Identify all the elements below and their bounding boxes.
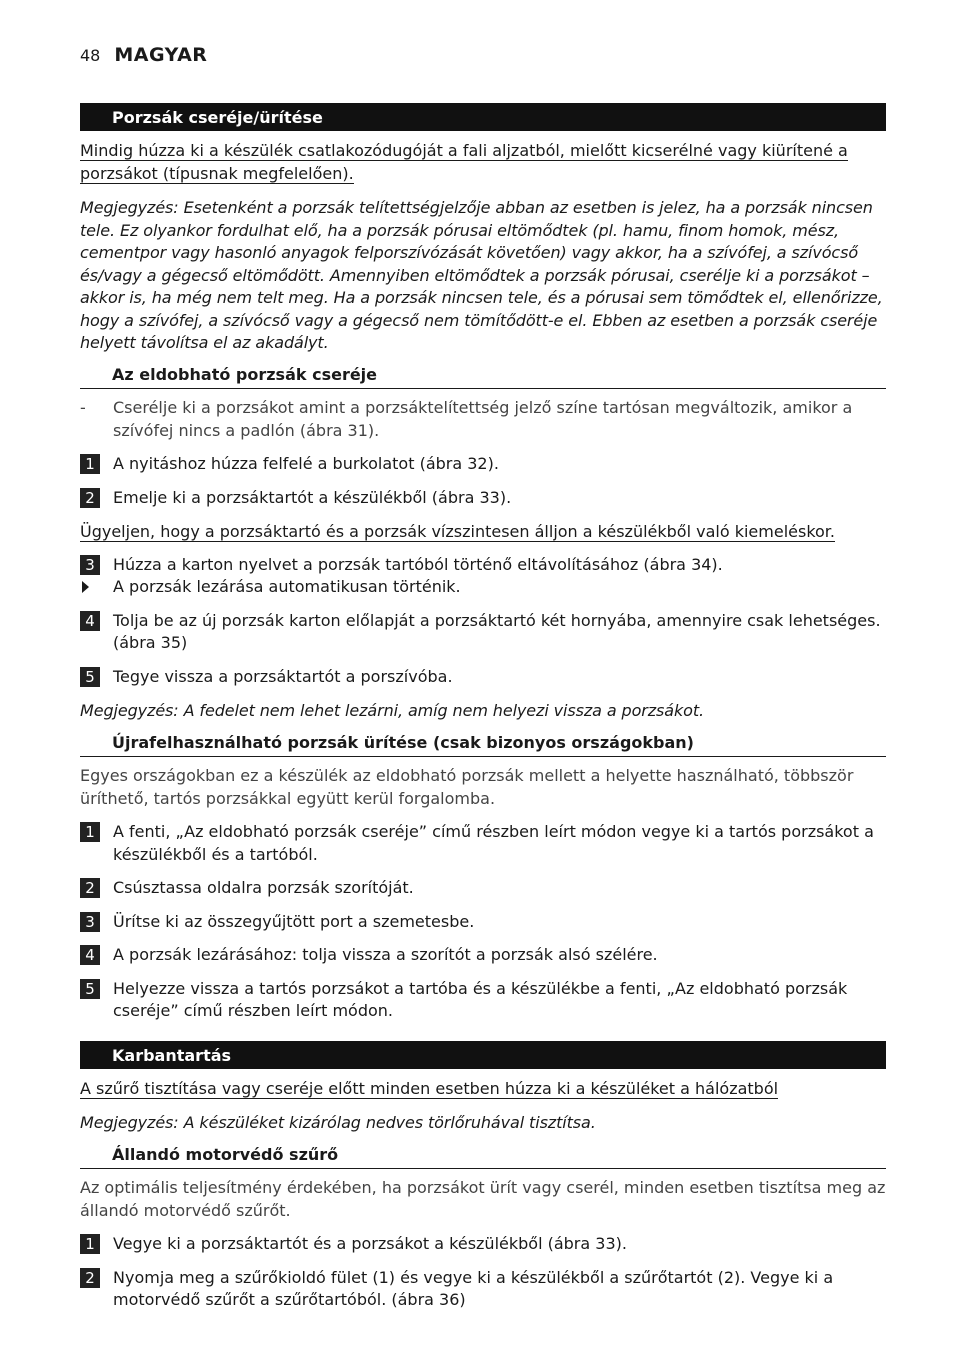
step-item [80,1267,886,1312]
step-number: 1 [80,454,100,474]
intro-text: Egyes országokban ez a készülék az eldobható porzsák mellett a helyette használható, többször üríthető, tartós porzsákkal együtt kerül forgalomba. [80,766,854,808]
section-title-maintenance: Karbantartás [80,1041,886,1069]
list-item: - Cserélje ki a porzsákot amint a porzsáktelítettség jelző színe tartósan megváltozik, amikor a szívófej nincs a padlón (ábra 31). [80,397,886,442]
section-title-dust-bag: Porzsák cseréje/ürítése [80,103,886,131]
step-item [80,487,886,510]
result-arrow-icon [80,576,113,599]
warning-text: Mindig húzza ki a készülék csatlakozódugóját a fali aljzatból, mielőtt kicserélné vagy kiürítené a porzsákot (típusnak megfelelően). [80,141,848,183]
step-text: Csúsztassa oldalra porzsák szorítóját. [113,878,414,897]
step-number: 3 [80,912,100,932]
step-number: 1 [80,822,100,842]
result-item [80,576,886,599]
step-text: A fenti, „Az eldobható porzsák cseréje” című részben leírt módon vegye ki a tartós porzsákot a készülékből és a tartóból. [113,822,874,864]
note-body: A fedelet nem lehet lezárni, amíg nem helyezi vissza a porzsákot. [178,701,705,720]
step-number: 5 [80,979,100,999]
step-number: 2 [80,878,100,898]
step-item [80,978,886,1023]
step-number: 4 [80,945,100,965]
subsection-title-motor-filter: Állandó motorvédő szűrő [80,1144,886,1170]
step-number: 1 [80,1234,100,1254]
step-item [80,610,886,655]
step-text: Helyezze vissza a tartós porzsákot a tartóba és a készülékbe a fenti, „Az eldobható porzsák cseréje” című részben leírt módon. [113,978,848,1020]
step-item [80,877,886,900]
note-text [80,197,886,355]
note-text [80,1112,886,1135]
manual-page [80,44,886,1312]
step-text: Tegye vissza a porzsáktartót a porszívóba. [113,666,453,686]
step-item [80,911,886,934]
step-item [80,1233,886,1256]
step-item [80,554,886,577]
step-number: 4 [80,611,100,631]
subsection-title-reusable-bag: Újrafelhasználható porzsák ürítése (csak bizonyos országokban) [80,732,886,758]
step-text: Vegye ki a porzsáktartót és a porzsákot a készülékből (ábra 33). [113,1234,627,1253]
step-text: Húzza a karton nyelvet a porzsák tartóból történő eltávolításához (ábra 34). [113,554,723,574]
step-number: 2 [80,1268,100,1288]
intro-text: Az optimális teljesítmény érdekében, ha porzsákot ürít vagy cserél, minden esetben tisztítsa meg az állandó motorvédő szűrőt. [80,1178,886,1220]
subsection-title-disposable-bag: Az eldobható porzsák cseréje [80,364,886,390]
note-label: Megjegyzés: [80,198,179,217]
note-label: Megjegyzés: [80,701,179,720]
dash-mark: - [80,398,86,417]
note-text [80,700,886,723]
step-text: A porzsák lezárásához: tolja vissza a szorítót a porzsák alsó szélére. [113,945,658,964]
step-number: 3 [80,555,100,575]
step-item [80,453,886,476]
step-number: 2 [80,488,100,508]
note-body: A készüléket kizárólag nedves törlőruhával tisztítsa. [178,1113,596,1132]
page-header [80,44,886,74]
warning-text: A szűrő tisztítása vagy cseréje előtt minden esetben húzza ki a készüléket a hálózatból [80,1078,779,1098]
step-text: A nyitáshoz húzza felfelé a burkolatot (ábra 32). [113,454,499,473]
result-text: A porzsák lezárása automatikusan történik. [113,577,461,596]
step-item [80,821,886,866]
page-number: 48 [80,46,101,65]
note-label: Megjegyzés: [80,1113,179,1132]
note-body: Esetenként a porzsák telítettségjelzője abban az esetben is jelez, ha a porzsák nincsen tele. Ez olyankor fordulhat elő, ha a porzsák pórusai eltömődtek (pl. hamu, finom homok, mész, cementpor vagy hasonló anyagok felporszívózását követően) vagy akkor, ha a szívófej, a szívócső és/vagy a gégecső eltömődött. Amennyiben eltömődtek a porzsák pórusai, cserélje ki a porzsákot – akkor is, ha még nem telt meg. Ha a porzsák nincsen tele, és a pórusai sem tömődtek el, ellenőrizze, hogy a szívófej, a szívócső vagy a gégecső nem tömítődött-e el. Ebben az esetben a porzsák cseréje helyett távolítsa el az akadályt. [80,198,883,352]
step-item [80,666,886,689]
step-text: Nyomja meg a szűrőkioldó fület (1) és vegye ki a készülékből a szűrőtartót (2). Vegye ki a motorvédő szűrőt a szűrőtartóból. (ábra 36) [113,1267,834,1309]
language-label: MAGYAR [114,44,208,66]
step-text: Ürítse ki az összegyűjtött port a szemetesbe. [113,911,475,931]
step-text: Tolja be az új porzsák karton előlapját a porzsáktartó két hornyába, amennyire csak lehetséges. (ábra 35) [113,610,881,652]
step-item [80,944,886,967]
step-number: 5 [80,667,100,687]
step-text: Emelje ki a porzsáktartót a készülékből (ábra 33). [113,487,512,507]
warning-text: Ügyeljen, hogy a porzsáktartó és a porzsák vízszintesen álljon a készülékből való kiemeléskor. [80,522,835,541]
